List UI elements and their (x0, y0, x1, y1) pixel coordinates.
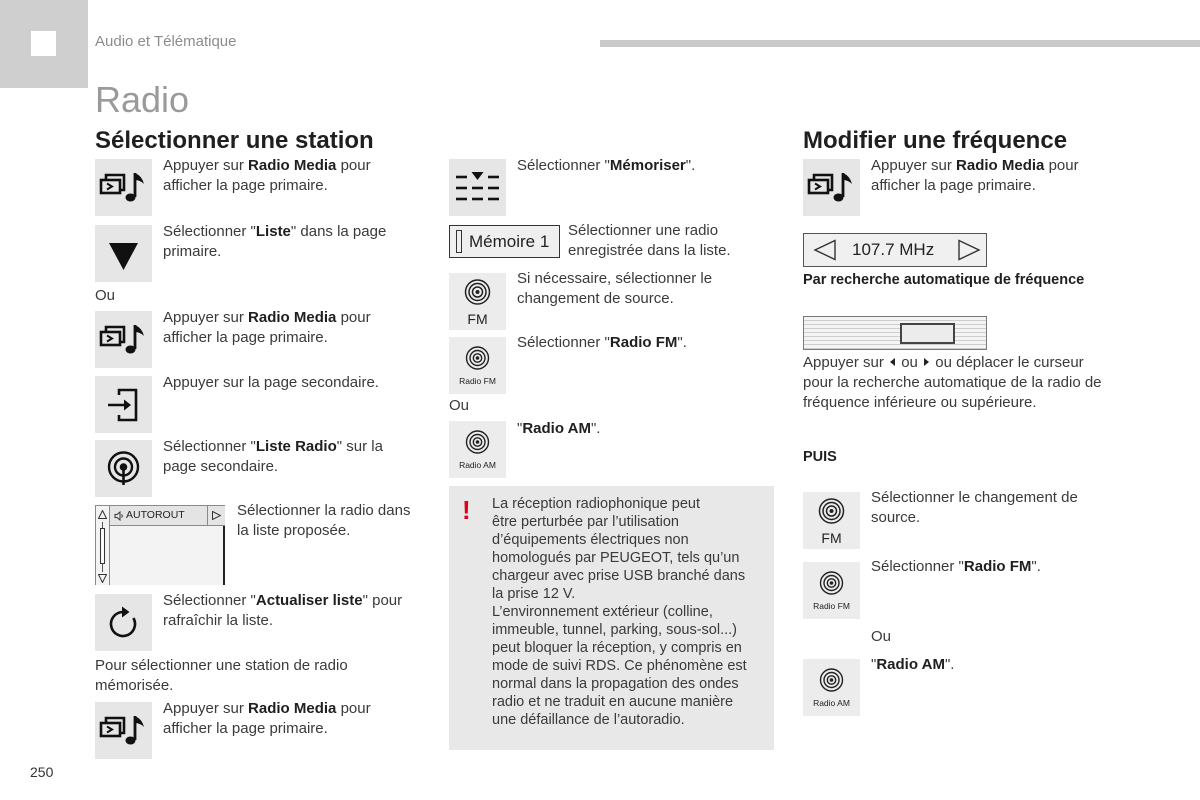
step-text-part: Sélectionner le changement de (871, 489, 1078, 506)
page-number: 250 (30, 764, 54, 780)
radio-list-icon (95, 440, 152, 497)
step-text-part: Appuyer sur (163, 157, 249, 174)
memorized-station-note (95, 656, 348, 696)
warning-line: radio et ne traduit en aucune manière (492, 694, 734, 710)
step-text (163, 222, 386, 262)
step-text-part: " (871, 656, 877, 673)
scroll-up-icon (98, 510, 107, 519)
step-keyword: Radio Media (248, 309, 337, 326)
step-text-part: " sur la (336, 438, 383, 455)
note-text: Pour sélectionner une station de radio (95, 657, 348, 674)
heading-change-frequency: Modifier une fréquence (803, 127, 1068, 154)
step-text-part: enregistrée dans la liste. (568, 242, 731, 259)
radio-fm-icon (803, 562, 860, 619)
step-text-part: afficher la page primaire. (163, 177, 328, 194)
step-text-part: Sélectionner " (517, 334, 610, 351)
item-arrow-box (207, 506, 224, 525)
step-keyword: Radio Media (248, 700, 337, 717)
frequency-slider (803, 316, 987, 350)
radio-media-icon (803, 159, 860, 216)
step-text (871, 488, 1078, 528)
step-keyword: Radio Media (248, 157, 337, 174)
step-text-part: Sélectionner " (163, 592, 256, 609)
left-arrow-icon (889, 357, 896, 367)
station-name: AUTOROUT (126, 509, 185, 521)
then-label: PUIS (803, 449, 837, 465)
fm-label: FM (467, 311, 488, 327)
frequency-display (803, 233, 987, 267)
warning-line: peut bloquer la réception, y compris en (492, 640, 742, 656)
radio-media-icon (95, 159, 152, 216)
step-text-part: Appuyer sur (163, 309, 249, 326)
or-label: Ou (95, 287, 116, 304)
step-keyword: Radio FM (963, 558, 1032, 575)
warning-line: immeuble, tunnel, parking, sous-sol...) (492, 622, 737, 638)
play-arrow-icon (212, 511, 221, 520)
list-item-selected (110, 506, 225, 526)
heading-select-station: Sélectionner une station (95, 127, 374, 154)
step-keyword: Radio AM (876, 656, 945, 673)
memorize-icon (449, 159, 506, 216)
frequency-value: 107.7 MHz (852, 240, 935, 259)
step-text-part: pour (336, 700, 371, 717)
preset-button (449, 225, 560, 258)
radio-media-icon (803, 159, 860, 216)
step-text-part: Sélectionner " (871, 558, 964, 575)
step-text-part: afficher la page primaire. (163, 720, 328, 737)
step-text-part: rafraîchir la liste. (163, 612, 274, 629)
screen-edge (223, 526, 225, 585)
list-scrollbar (96, 506, 110, 585)
step-text-part: ". (677, 334, 687, 351)
warning-box (449, 486, 774, 750)
warning-line: la prise 12 V. (492, 586, 576, 602)
auto-search-label: Par recherche automatique de fréquence (803, 272, 1085, 288)
down-triangle-icon (95, 225, 152, 282)
warning-line: être perturbée par l’utilisation (492, 514, 679, 530)
step-text (568, 221, 731, 261)
step-text (163, 308, 371, 348)
chapter-marker-square (31, 31, 56, 56)
step-text (517, 269, 712, 309)
step-text (163, 156, 371, 196)
step-text-part: pour (1044, 157, 1079, 174)
step-text: Appuyer sur la page secondaire. (163, 374, 379, 391)
step-text-part: pour (336, 309, 371, 326)
warning-line: d’équipements électriques non (492, 532, 689, 548)
fm-source-icon (803, 492, 860, 549)
step-text-part: page secondaire. (163, 458, 279, 475)
step-text-part: Sélectionner la radio dans (237, 502, 411, 519)
preset-label: Mémoire 1 (469, 232, 550, 251)
step-text-part: ". (944, 656, 955, 673)
preset-marker (456, 230, 462, 253)
step-text-part: pour la recherche automatique de la radio de (803, 374, 1102, 391)
step-text-part: ". (1031, 558, 1041, 575)
step-text (803, 353, 1102, 413)
fm-label: FM (821, 530, 842, 546)
warning-line: chargeur avec prise USB branché dans (492, 568, 746, 584)
step-text-part: pour (336, 157, 371, 174)
step-text-part: Appuyer sur (871, 157, 957, 174)
radio-media-icon (95, 311, 152, 368)
secondary-page-icon (95, 376, 152, 433)
secondary-page-icon (95, 376, 152, 433)
step-text-part: " (517, 420, 523, 437)
step-text-part: source. (871, 509, 921, 526)
step-text (517, 419, 600, 439)
radio-media-icon (95, 311, 152, 368)
step-text-part: Appuyer sur (803, 354, 889, 371)
step-text-part: ". (685, 157, 696, 174)
note-text: mémorisée. (95, 677, 174, 694)
radio-am-icon (803, 659, 860, 716)
step-text-part: ". (590, 420, 601, 437)
or-label: Ou (871, 628, 892, 645)
step-keyword: Liste Radio (255, 438, 337, 455)
step-text (163, 591, 402, 631)
scroll-thumb (100, 528, 105, 564)
step-text (871, 655, 954, 675)
scroll-down-icon (98, 574, 107, 583)
radio-media-icon (95, 702, 152, 759)
right-arrow-icon (923, 357, 930, 367)
warning-line: normal dans la propagation des ondes (492, 676, 739, 692)
step-keyword: Radio Media (956, 157, 1045, 174)
step-text-part: la liste proposée. (237, 522, 351, 539)
step-text (871, 557, 1041, 577)
radio-media-icon (95, 702, 152, 759)
warning-line: La réception radiophonique peut (492, 496, 700, 512)
step-text-part: Sélectionner " (163, 223, 256, 240)
radio-fm-label: Radio FM (813, 601, 850, 611)
step-text-part: Sélectionner " (517, 157, 610, 174)
step-text (517, 156, 695, 176)
radio-am-label: Radio AM (813, 698, 850, 708)
step-text-part: primaire. (163, 243, 222, 260)
step-text (871, 156, 1079, 196)
step-keyword: Actualiser liste (255, 592, 363, 609)
or-label: Ou (449, 397, 470, 414)
step-keyword: Radio AM (522, 420, 591, 437)
step-text-part: Appuyer sur (163, 700, 249, 717)
step-text-part: afficher la page primaire. (871, 177, 1036, 194)
radio-fm-label: Radio FM (459, 376, 496, 386)
step-text (163, 437, 383, 477)
memorize-icon (449, 159, 506, 216)
radio-am-label: Radio AM (459, 460, 496, 470)
warning-line: homologués par PEUGEOT, tels qu’un (492, 550, 740, 566)
step-keyword: Radio FM (609, 334, 678, 351)
warning-text (492, 495, 747, 729)
step-keyword: Mémoriser (609, 157, 686, 174)
warning-line: mode de suivi RDS. Ce phénomène est (492, 658, 747, 674)
radio-am-icon (449, 421, 506, 478)
warning-line: une défaillance de l’autoradio. (492, 712, 685, 728)
step-text-part: ou (897, 354, 923, 371)
step-text-part: ou déplacer le curseur (931, 354, 1084, 371)
step-text-part: Sélectionner une radio (568, 222, 719, 239)
step-text-part: Si nécessaire, sélectionner le (517, 270, 713, 287)
radio-media-icon (95, 159, 152, 216)
slider-thumb (900, 323, 955, 344)
radio-list-icon (95, 440, 152, 497)
step-text-part: afficher la page primaire. (163, 329, 328, 346)
step-text-part: Sélectionner " (163, 438, 256, 455)
step-text-part: fréquence inférieure ou supérieure. (803, 394, 1037, 411)
step-keyword: Liste (255, 223, 291, 240)
radio-fm-icon (449, 337, 506, 394)
down-triangle-icon (95, 225, 152, 282)
chapter-marker-block (0, 0, 88, 88)
section-title: Audio et Télématique (95, 33, 237, 50)
step-text-part: " dans la page (290, 223, 387, 240)
frequency-down-icon (813, 239, 837, 261)
step-text (517, 333, 687, 353)
step-text-part: " pour (362, 592, 403, 609)
radio-list-screen (95, 505, 225, 585)
frequency-up-icon (957, 239, 981, 261)
speaker-icon (114, 511, 124, 521)
warning-icon: ! (462, 495, 471, 525)
fm-source-icon (449, 273, 506, 330)
refresh-icon (95, 594, 152, 651)
page-title: Radio (95, 79, 190, 120)
header-rule (600, 40, 1200, 47)
step-text (237, 501, 410, 541)
warning-line: L’environnement extérieur (colline, (492, 604, 713, 620)
refresh-icon (95, 594, 152, 651)
step-text (163, 699, 371, 739)
step-text-part: changement de source. (517, 290, 674, 307)
